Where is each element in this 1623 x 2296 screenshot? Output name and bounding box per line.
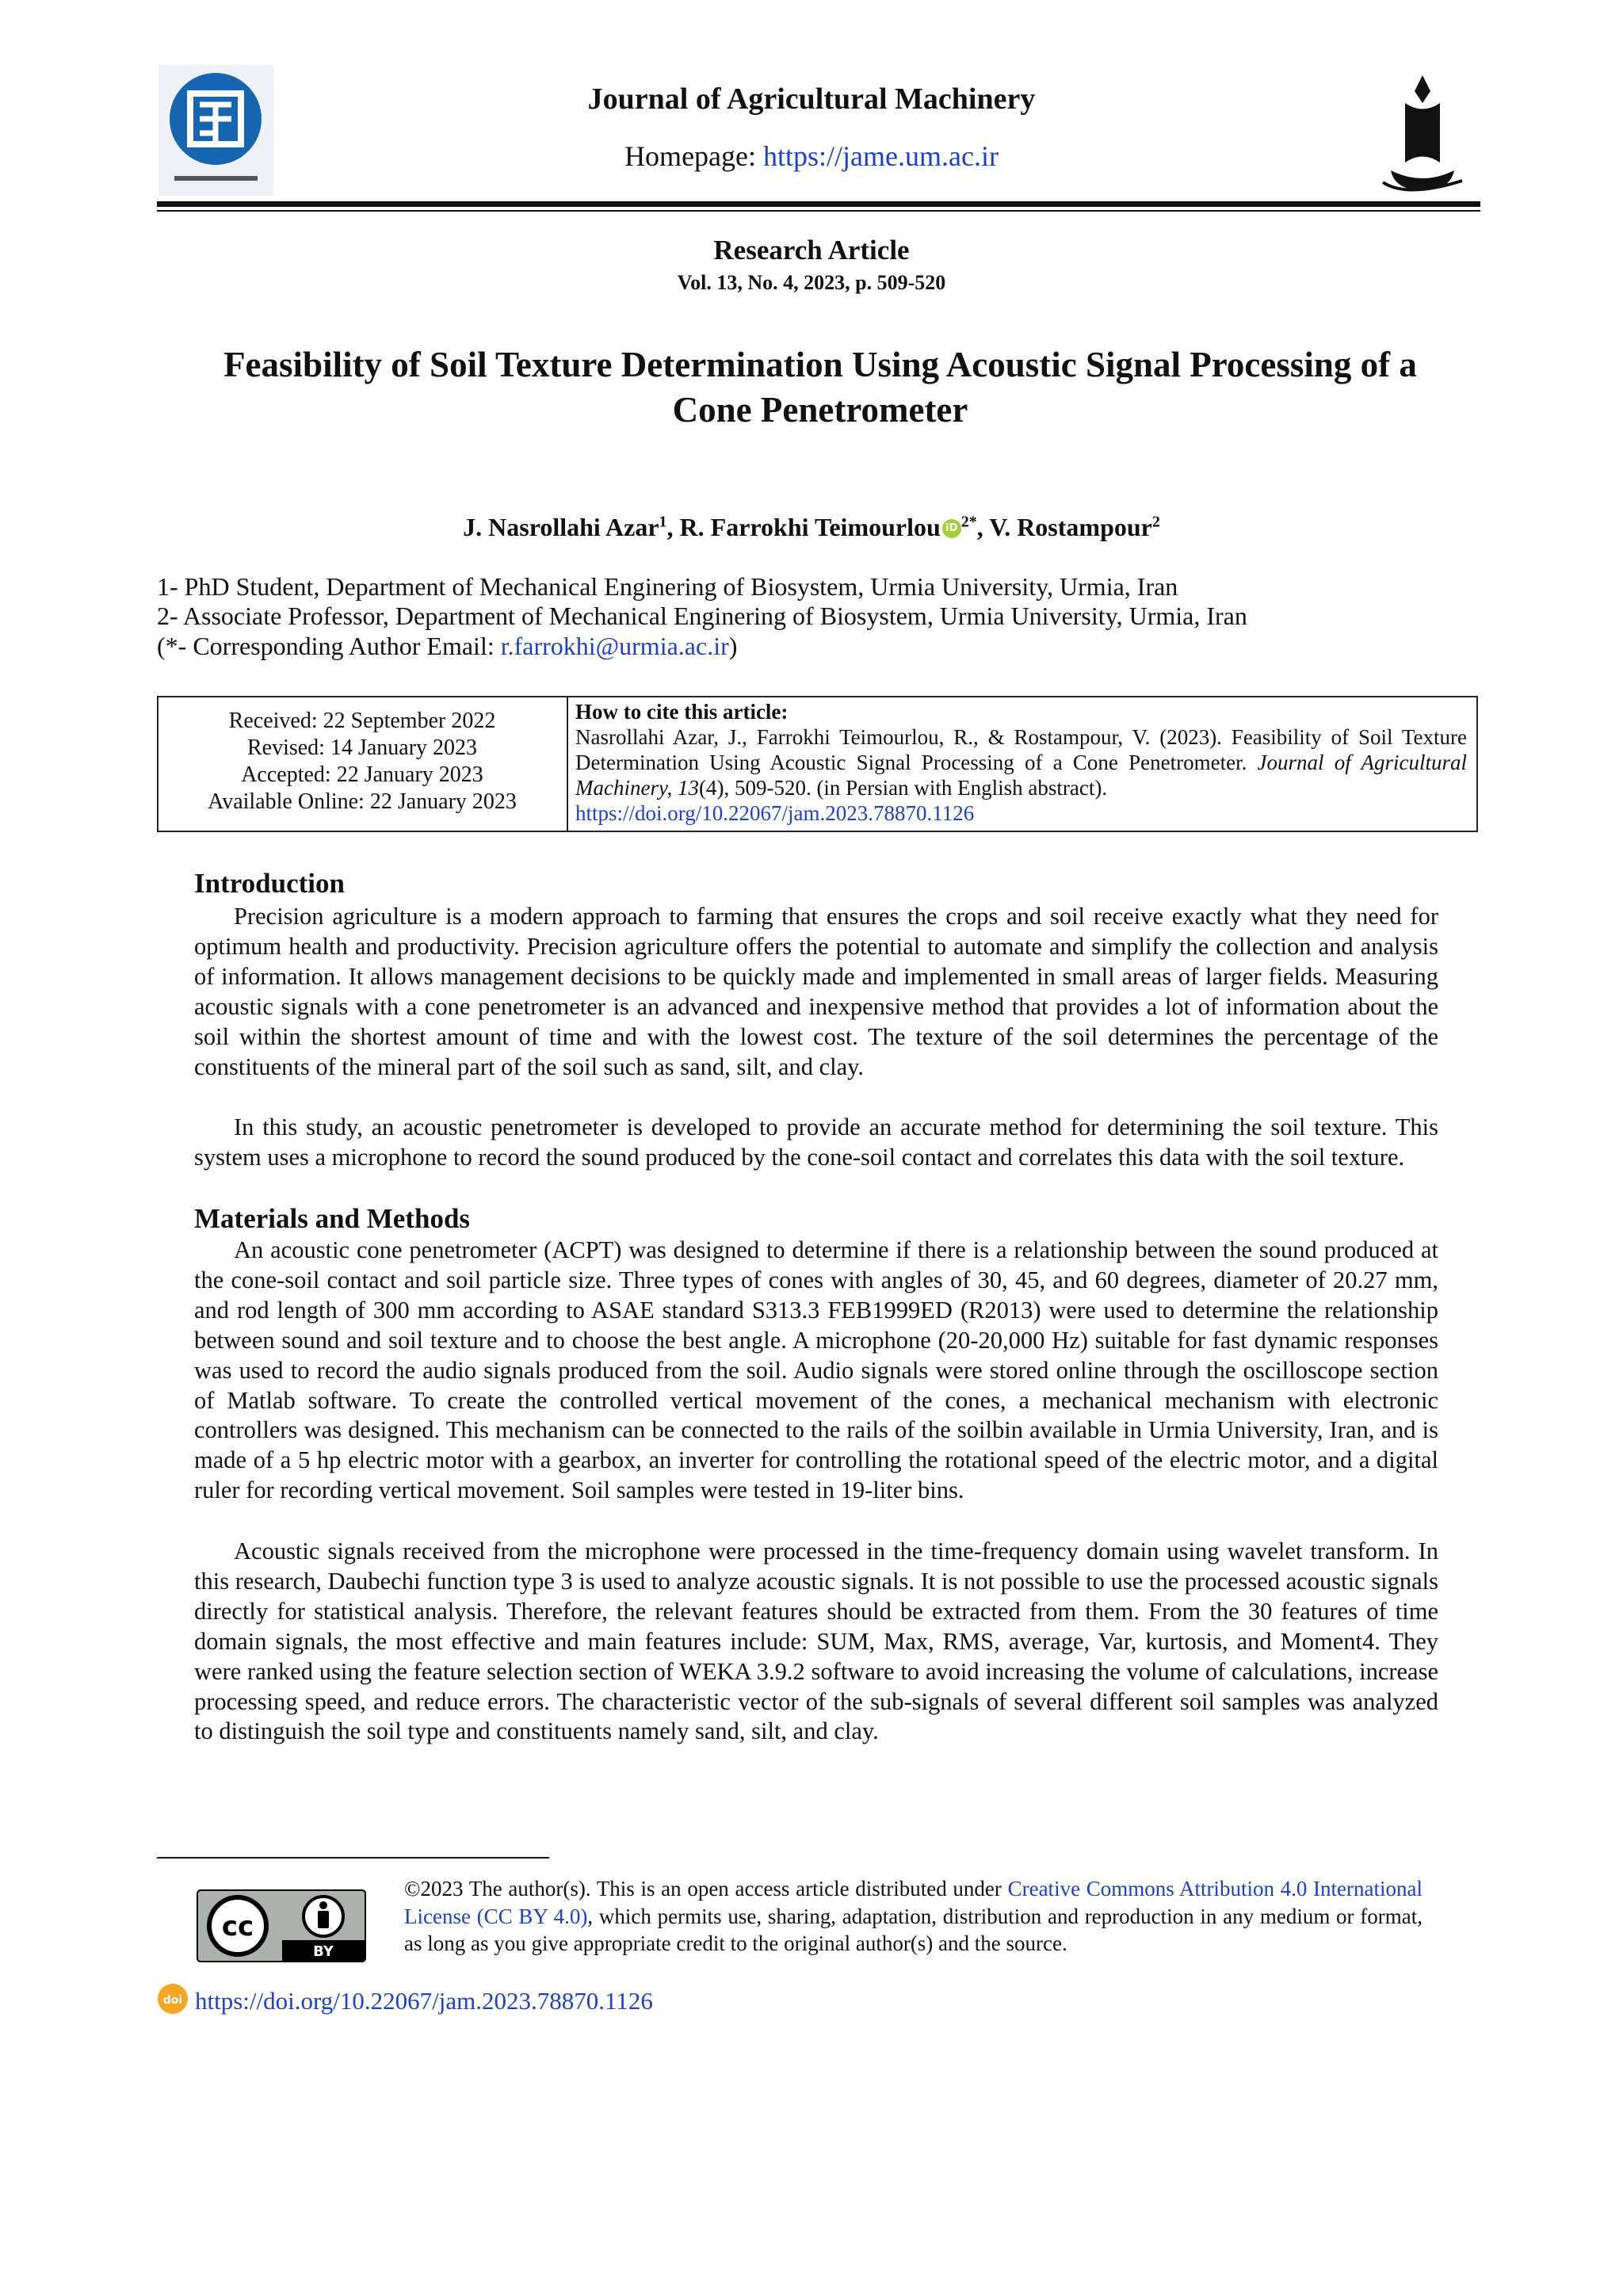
header-rule-thick: [157, 201, 1480, 207]
article-title: [151, 342, 1490, 433]
corresponding-suffix: ): [728, 632, 738, 660]
volume-info: Vol. 13, No. 4, 2023, p. 509-520: [677, 271, 946, 294]
corresponding-author: [157, 632, 1504, 661]
title-line-2: Cone Penetrometer: [672, 390, 968, 430]
introduction-paragraph-1: Precision agriculture is a modern approach to farming that ensures the crops and soil receive exactly what they need for optimum health and productivity. Precision agriculture offers the potential to automate and simplify the collection and analysis of information. It allows management decisions to be quickly made and implemented in small areas of larger fields. Measuring acoustic signals with a cone penetrometer is an advanced and inexpensive method that provides a lot of information about the soil within the shortest amount of time and with the lowest cost. The texture of the soil determines the percentage of the constituents of the mineral part of the soil such as sand, silt, and clay.: [194, 903, 1438, 1080]
header-rule-thin: [157, 210, 1480, 212]
introduction-heading: Introduction: [194, 868, 345, 899]
author-3-sup: 2: [1151, 513, 1160, 531]
license-statement: [404, 1875, 1423, 1958]
author-1-sup: 1: [659, 513, 667, 531]
license-suffix: , which permits use, sharing, adaptation, distribution and reproduction in any medium or format, as long as you give appropriate credit to the original author(s) and the source.: [404, 1904, 1423, 1955]
citation-after: (4), 509-520. (in Persian with English abstract).: [698, 776, 1108, 800]
author-2-sup: 2*: [960, 513, 977, 531]
license-prefix: ©2023 The author(s). This is an open access article distributed under: [404, 1877, 1008, 1901]
article-type: Research Article: [713, 235, 910, 266]
title-line-1: Feasibility of Soil Texture Determination Using Acoustic Signal Processing of a: [223, 345, 1417, 384]
doi-link[interactable]: https://doi.org/10.22067/jam.2023.78870.1126: [195, 1987, 653, 2015]
introduction-paragraph-2: In this study, an acoustic penetrometer is developed to provide an accurate method for determining the soil texture. This system uses a microphone to record the sound produced by the cone-soil contact and correlates this data with the soil texture.: [194, 1114, 1438, 1171]
citation-heading: How to cite this article:: [575, 700, 789, 724]
info-box-divider: [567, 696, 568, 832]
citation-doi-link[interactable]: https://doi.org/10.22067/jam.2023.78870.1126: [575, 801, 975, 825]
orcid-icon[interactable]: iD: [942, 519, 961, 538]
svg-text:cc: cc: [221, 1911, 254, 1943]
cc-by-badge-icon[interactable]: [197, 1889, 366, 1962]
citation-text: [575, 724, 1467, 826]
affiliation-1: 1- PhD Student, Department of Mechanical Enginering of Biosystem, Urmia University, Urmia, Iran: [157, 572, 1178, 601]
methods-heading: Materials and Methods: [194, 1203, 471, 1234]
date-accepted: Accepted: 22 January 2023: [241, 762, 483, 787]
article-dates: [158, 708, 566, 816]
corresponding-email-link[interactable]: r.farrokhi@urmia.ac.ir: [500, 632, 729, 660]
methods-paragraph-1: An acoustic cone penetrometer (ACPT) was designed to determine if there is a relationship between the sound produced at the cone-soil contact and soil particle size. Three types of cones with angles of 30, 45, and 60 degrees, diameter of 20.27 mm, and rod length of 300 mm according to ASAE standard S313.3 FEB1999ED (R2013) were used to determine the relationship between sound and soil texture and to choose the best angle. A microphone (20-20,000 Hz) suitable for fast dynamic responses was used to record the audio signals produced from the soil. Audio signals were stored online through the oscilloscope section of Matlab software. To create the controlled vertical movement of the cones, a mechanical mechanism with electronic controllers was designed. This mechanism can be connected to the rails of the soilbin available in Urmia University, Iran, and is made of a 5 hp electric motor with a gearbox, an inverter for controlling the rotational speed of the electric motor, and a digital ruler for recording vertical movement. Soil samples were tested in 19-liter bins.: [194, 1236, 1438, 1504]
homepage-label: Homepage:: [624, 140, 763, 172]
affiliation-2: 2- Associate Professor, Department of Mechanical Enginering of Biosystem, Urmia University, Urmia, Iran: [157, 602, 1247, 630]
doi-icon-text: doi: [162, 1994, 183, 2007]
license-link[interactable]: Creative Commons Attribution 4.0 International License (CC BY 4.0): [404, 1877, 1423, 1928]
citation-journal: Journal of Agricultural Machinery, 13: [575, 751, 1467, 800]
author-1: J. Nasrollahi Azar: [463, 513, 659, 541]
doi-icon: [157, 1983, 189, 2015]
citation-main: Nasrollahi Azar, J., Farrokhi Teimourlou, R., & Rostampour, V. (2023). Feasibility of Soil Texture Determination Using Acoustic Signal Processing of a Cone Penetrometer.: [575, 725, 1467, 774]
author-list: J. Nasrollahi Azar$^1$, R. Farrokhi Teimourlou iD $^{2*}$, V. Rostampour$^2$: [463, 513, 1160, 541]
footnote-rule: [157, 1857, 549, 1859]
date-revised: Revised: 14 January 2023: [246, 735, 478, 760]
homepage-link[interactable]: https://jame.um.ac.ir: [763, 140, 999, 172]
corresponding-prefix: (*- Corresponding Author Email:: [157, 632, 501, 660]
cc-badge-text: BY: [313, 1943, 334, 1960]
university-logo-icon: [1375, 71, 1470, 198]
date-online: Available Online: 22 January 2023: [208, 789, 517, 814]
date-received: Received: 22 September 2022: [228, 709, 496, 733]
methods-paragraph-2: Acoustic signals received from the microphone were processed in the time-frequency domain using wavelet transform. In this research, Daubechi function type 3 is used to analyze acoustic signals. It is not possible to use the processed acoustic signals directly for statistical analysis. Therefore, the relevant features should be extracted from them. From the 30 features of time domain signals, the most effective and main features include: SUM, Max, RMS, average, Var, kurtosis, and Moment4. They were ranked using the feature selection section of WEKA 3.9.2 software to avoid increasing the volume of calculations, increase processing speed, and reduce errors. The characteristic vector of the sub-signals of several different soil samples was analyzed to distinguish the soil type and constituents namely sand, silt, and clay.: [194, 1538, 1438, 1745]
author-2: R. Farrokhi Teimourlou: [679, 513, 941, 541]
citation-block: [575, 699, 1467, 826]
author-3: V. Rostampour: [989, 513, 1152, 541]
journal-title: Journal of Agricultural Machinery: [587, 82, 1036, 116]
